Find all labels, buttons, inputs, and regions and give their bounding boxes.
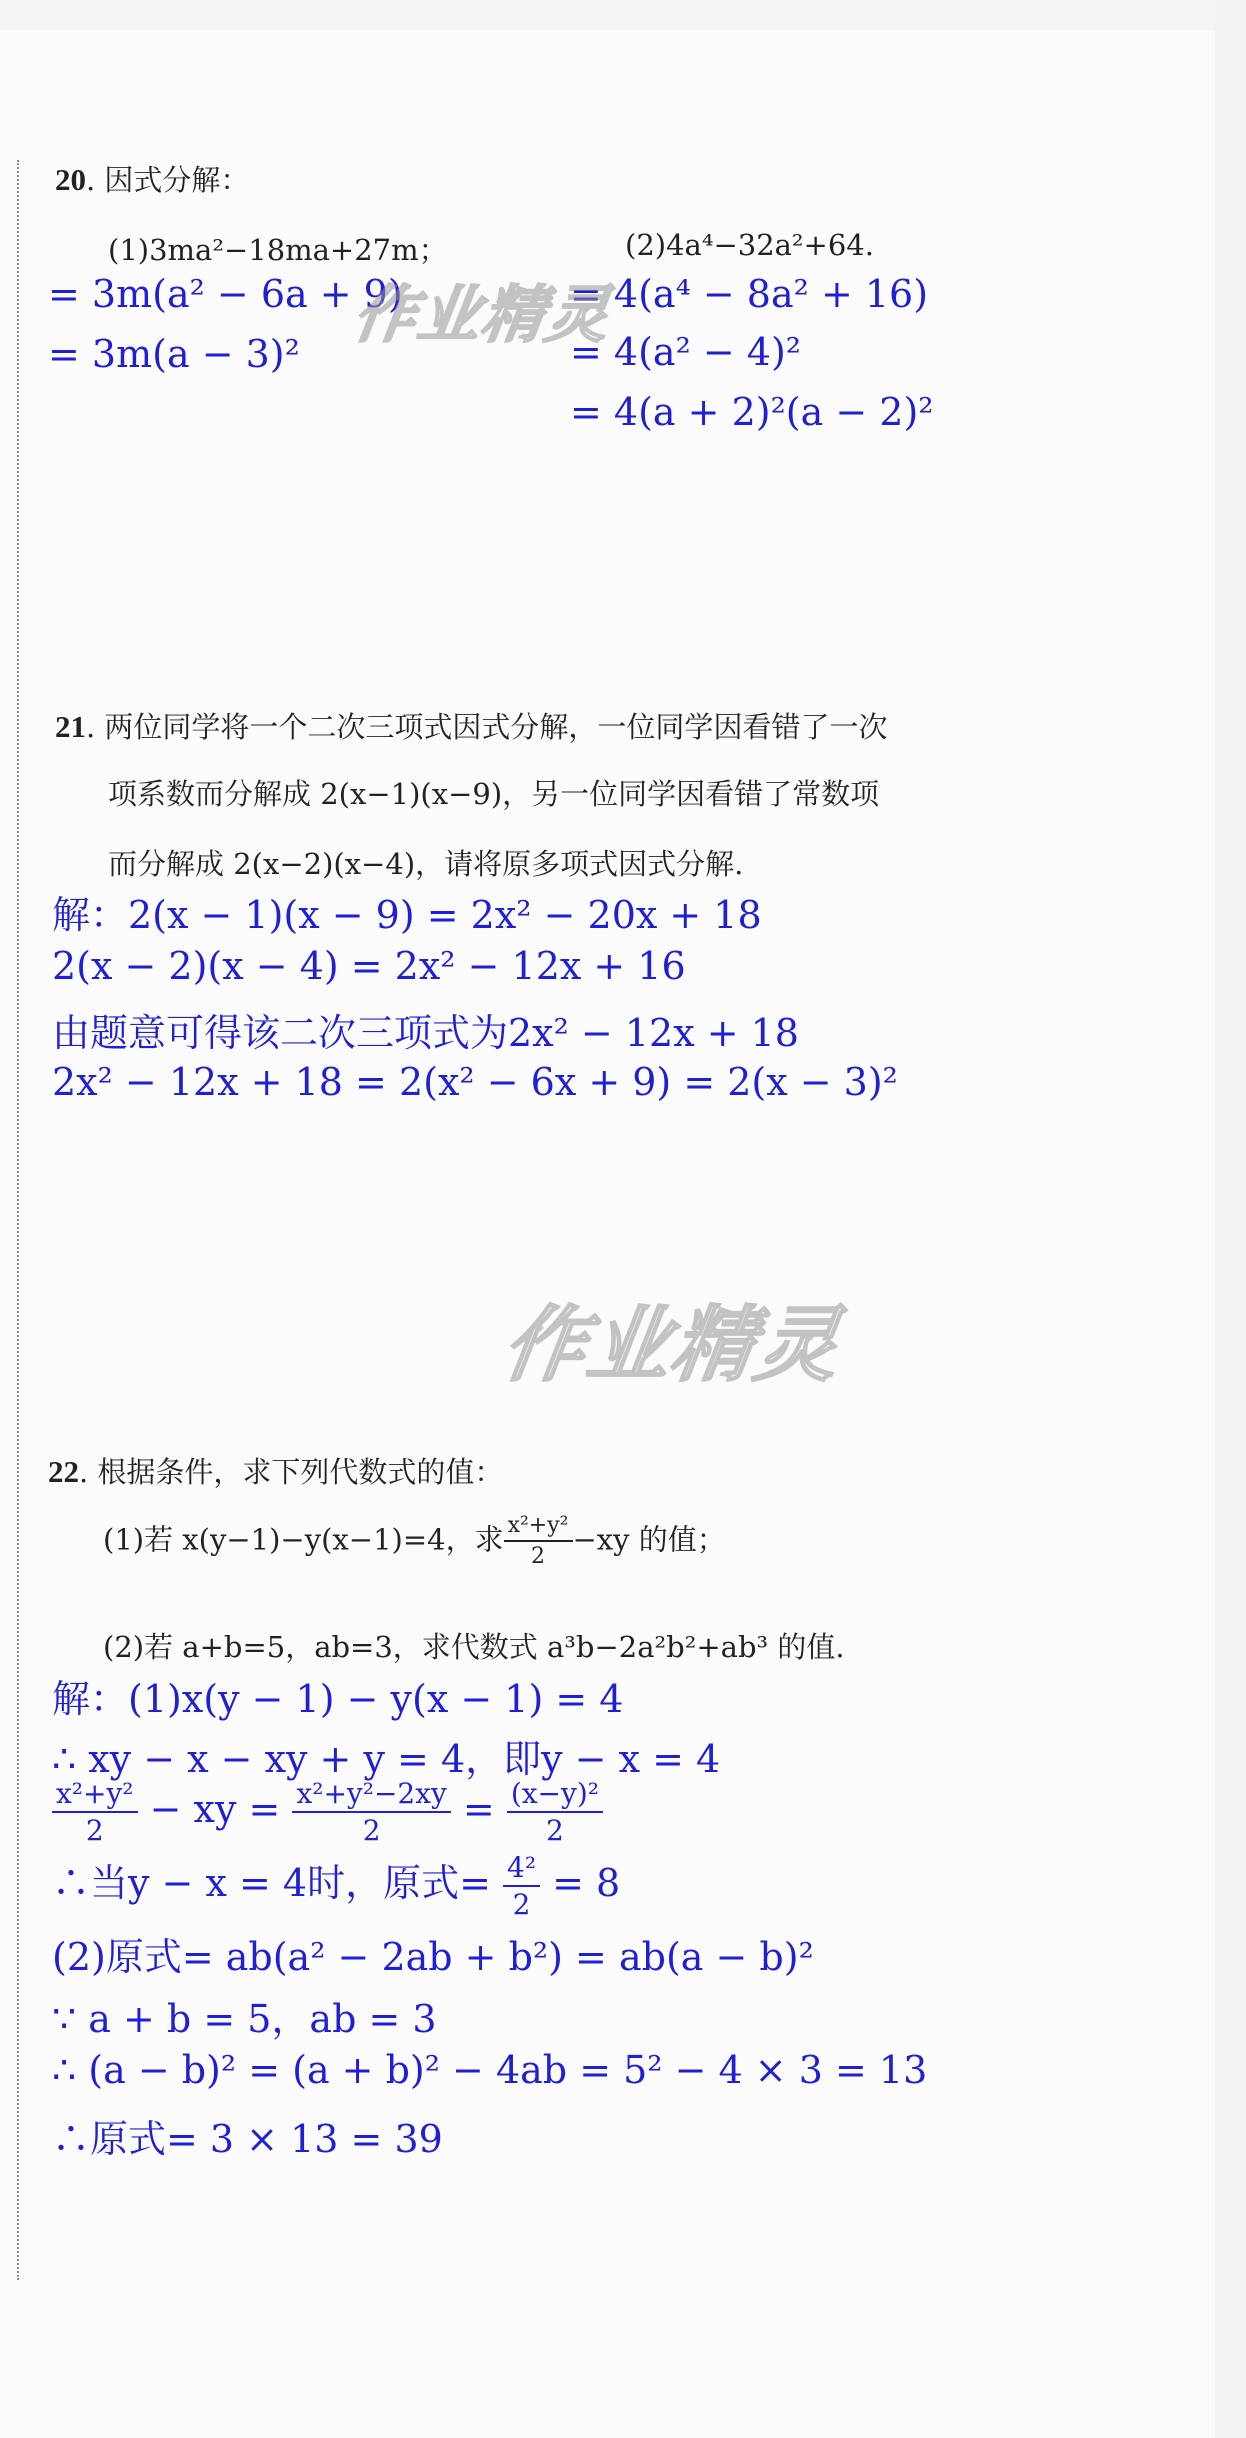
q22-s4-numerator: 4²	[503, 1854, 540, 1887]
q20-answer1-line2: = 3m(a − 3)²	[48, 332, 300, 376]
q20-answer2-line3: = 4(a + 2)²(a − 2)²	[570, 390, 934, 434]
q22-s3-f1-numerator: x²+y²	[52, 1780, 138, 1813]
q22-number: 22	[48, 1454, 79, 1489]
q20-title: . 因式分解：	[86, 163, 250, 197]
q20-part2: (2)4a⁴−32a²+64.	[625, 228, 874, 262]
watermark-small: 作业精灵	[349, 278, 616, 351]
q21-line2: 项系数而分解成 2(x−1)(x−9)，另一位同学因看错了常数项	[108, 777, 880, 811]
q22-s3-mid: − xy =	[137, 1787, 293, 1831]
q21-solution-line4: 2x² − 12x + 18 = 2(x² − 6x + 9) = 2(x − 3)²	[52, 1060, 898, 1104]
q22-part1-denominator: 2	[531, 1544, 546, 1569]
q22-s3-f1-denominator: 2	[85, 1814, 104, 1847]
q21-solution-line2: 2(x − 2)(x − 4) = 2x² − 12x + 16	[52, 944, 686, 988]
binding-margin-line	[17, 160, 19, 2280]
q20-number: 20	[55, 162, 86, 197]
watermark-large: 作业精灵	[497, 1298, 847, 1393]
q20-answer2-line2: = 4(a² − 4)²	[570, 330, 802, 374]
q22-s3-f2-numerator: x²+y²−2xy	[292, 1780, 450, 1813]
top-scan-band	[0, 0, 1246, 30]
q22-part1-fraction	[504, 1515, 573, 1568]
q21-line3: 而分解成 2(x−2)(x−4)，请将原多项式因式分解.	[108, 847, 744, 881]
q22-solution-line2: ∴ xy − x − xy + y = 4，即y − x = 4	[52, 1737, 721, 1781]
q20-part1: (1)3ma²−18ma+27m；	[108, 233, 448, 267]
q22-solution-line7: ∴ (a − b)² = (a + b)² − 4ab = 5² − 4 × 3 = 13	[52, 2048, 928, 2092]
q21-text1: . 两位同学将一个二次三项式因式分解，一位同学因看错了一次	[86, 710, 888, 744]
q22-solution-line4	[52, 1852, 620, 1919]
q22-s3-f2-denominator: 2	[362, 1814, 381, 1847]
q21-solution-line3: 由题意可得该二次三项式为2x² − 12x + 18	[52, 1011, 799, 1055]
q22-heading	[48, 1450, 503, 1491]
q22-part1-numerator: x²+y²	[504, 1515, 573, 1542]
q22-s4-text-b: = 8	[540, 1861, 621, 1905]
q22-solution-line1: 解：(1)x(y − 1) − y(x − 1) = 4	[52, 1677, 624, 1721]
q22-part2: (2)若 a+b=5，ab=3，求代数式 a³b−2a²b²+ab³ 的值.	[103, 1630, 845, 1664]
q22-s3-fraction2	[292, 1777, 450, 1847]
q22-s3-fraction3	[507, 1777, 603, 1847]
q20-heading	[55, 158, 249, 199]
q22-s4-text-a: ∴当y − x = 4时，原式=	[52, 1861, 503, 1905]
q22-solution-line6: ∵ a + b = 5，ab = 3	[52, 1997, 437, 2041]
q22-s3-eq: =	[450, 1787, 507, 1831]
q22-s3-f3-denominator: 2	[546, 1814, 564, 1847]
q21-line1	[55, 705, 887, 746]
q22-title: . 根据条件，求下列代数式的值：	[79, 1455, 504, 1489]
q22-part1-text-b: −xy 的值；	[572, 1522, 726, 1557]
q21-solution-line1: 解：2(x − 1)(x − 9) = 2x² − 20x + 18	[52, 893, 762, 937]
q22-part1	[103, 1515, 726, 1568]
q22-solution-line8: ∴原式= 3 × 13 = 39	[52, 2117, 443, 2161]
q22-s4-denominator: 2	[512, 1888, 531, 1921]
q20-answer2-line1: = 4(a⁴ − 8a² + 16)	[570, 272, 929, 316]
q22-s3-f3-numerator: (x−y)²	[507, 1780, 603, 1813]
q20-answer1-line1: = 3m(a² − 6a + 9)	[48, 272, 403, 316]
q22-part1-text-a: (1)若 x(y−1)−y(x−1)=4，求	[103, 1522, 504, 1557]
q22-solution-line3	[52, 1777, 603, 1847]
q21-number: 21	[55, 709, 86, 744]
page-edge	[1215, 0, 1246, 2438]
q22-s4-fraction	[503, 1851, 540, 1921]
q22-solution-line5: (2)原式= ab(a² − 2ab + b²) = ab(a − b)²	[52, 1935, 814, 1979]
q22-s3-fraction1	[52, 1777, 138, 1847]
